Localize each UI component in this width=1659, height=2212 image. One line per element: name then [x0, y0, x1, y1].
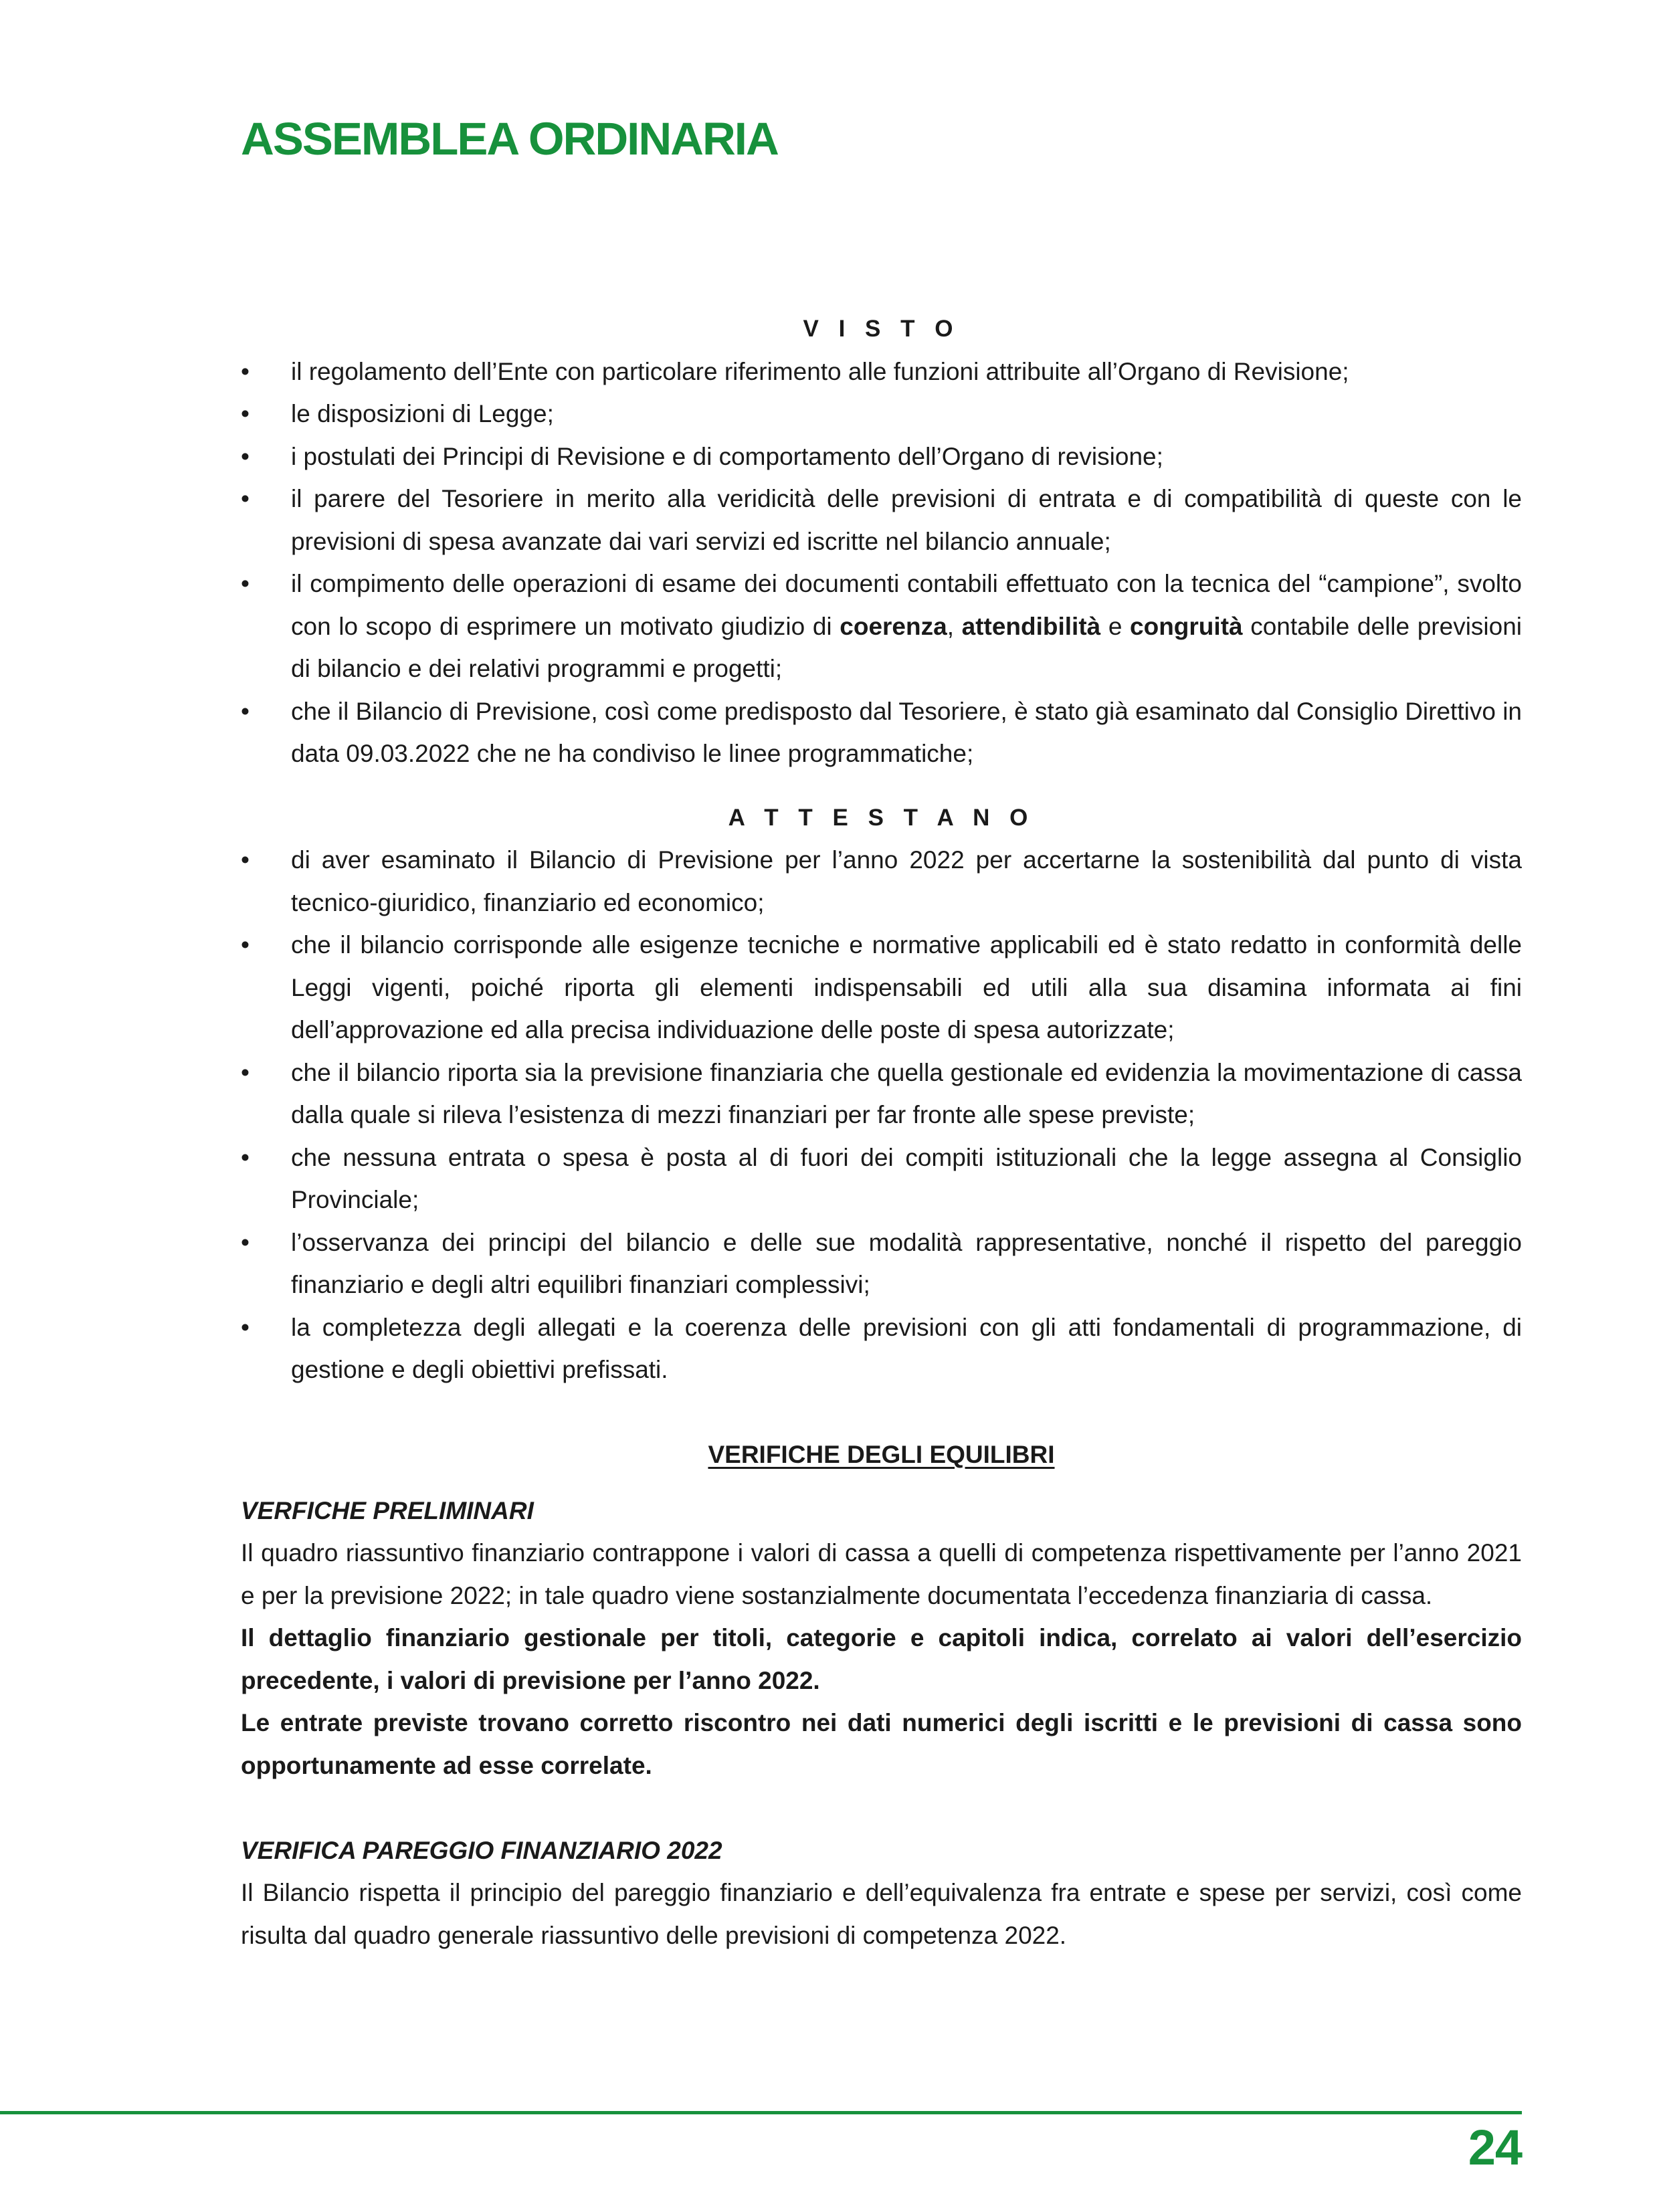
visto-heading: V I S T O	[803, 316, 960, 342]
page-title: ASSEMBLEA ORDINARIA	[241, 113, 778, 165]
list-item-text: il compimento delle operazioni di esame dei documenti contabili effettuato con la tecnica del “campione”, svolto con lo scopo di esprimere un motivato giudizio di	[291, 570, 1522, 640]
list-item: • l’osservanza dei principi del bilancio e delle sue modalità rappresentative, nonché il rispetto del pareggio finanziario e degli altri equilibri finanziari complessivi;	[241, 1221, 1522, 1306]
list-item: • la completezza degli allegati e la coerenza delle previsioni con gli atti fondamentali di programmazione, di gestione e degli obiettivi prefissati.	[241, 1306, 1522, 1391]
attestano-heading: A T T E S T A N O	[728, 804, 1035, 831]
list-item-text: contabile delle previsioni di bilancio e dei relativi programmi e progetti;	[291, 612, 1523, 682]
list-item: • che nessuna entrata o spesa è posta al di fuori dei compiti istituzionali che la legge assegna al Consiglio Provinciale;	[241, 1136, 1522, 1221]
list-item: • le disposizioni di Legge;	[241, 393, 1522, 435]
list-item-text: ,	[947, 612, 962, 640]
bold-term-attendibilita: attendibilità	[961, 612, 1101, 640]
list-item: • di aver esaminato il Bilancio di Previsione per l’anno 2022 per accertarne la sostenibilità dal punto di vista tecnico-giuridico, finanziario ed economico;	[241, 839, 1522, 924]
page-number: 24	[1468, 2120, 1522, 2175]
footer-rule	[0, 2111, 1522, 2114]
list-item	[241, 563, 1522, 690]
attestano-list	[241, 839, 1522, 1391]
list-item: • che il Bilancio di Previsione, così come predisposto dal Tesoriere, è stato già esaminato dal Consiglio Direttivo in data 09.03.2022 che ne ha condiviso le linee programmatiche;	[241, 690, 1522, 775]
preliminari-paragraph: Il quadro riassuntivo finanziario contrappone i valori di cassa a quelli di competenza rispettivamente per l’anno 2021 e per la previsione 2022; in tale quadro viene sostanzialmente documentata l’eccedenza finanziaria di cassa.	[241, 1539, 1522, 1609]
verifiche-heading: VERIFICHE DEGLI EQUILIBRI	[708, 1441, 1055, 1468]
preliminari-bold-paragraph: Le entrate previste trovano corretto riscontro nei dati numerici degli iscritti e le previsioni di cassa sono opportunamente ad esse correlate.	[241, 1709, 1522, 1779]
list-item: • che il bilancio riporta sia la previsione finanziaria che quella gestionale ed evidenzia la movimentazione di cassa dalla quale si rileva l’esistenza di mezzi finanziari per far fronte alle spese previste;	[241, 1051, 1522, 1136]
document-body	[241, 308, 1522, 1956]
pareggio-paragraph: Il Bilancio rispetta il principio del pareggio finanziario e dell’equivalenza fra entrate e spese per servizi, così come risulta dal quadro generale riassuntivo delle previsioni di competenza 2022.	[241, 1879, 1522, 1949]
bold-term-coerenza: coerenza	[840, 612, 947, 640]
list-item: • il regolamento dell’Ente con particolare riferimento alle funzioni attribuite all’Organo di Revisione;	[241, 350, 1522, 393]
pareggio-heading: VERIFICA PAREGGIO FINANZIARIO 2022	[241, 1836, 722, 1864]
list-item-text: e	[1100, 612, 1131, 640]
bold-term-congruita: congruità	[1130, 612, 1243, 640]
preliminari-bold-paragraph: Il dettaglio finanziario gestionale per titoli, categorie e capitoli indica, correlato ai valori dell’esercizio precedente, i valori di previsione per l’anno 2022.	[241, 1624, 1522, 1694]
visto-list	[241, 350, 1522, 775]
list-item: • il parere del Tesoriere in merito alla veridicità delle previsioni di entrata e di compatibilità di queste con le previsioni di spesa avanzate dai vari servizi ed iscritte nel bilancio annuale;	[241, 478, 1522, 563]
list-item: • i postulati dei Principi di Revisione e di comportamento dell’Organo di revisione;	[241, 435, 1522, 478]
list-item: • che il bilancio corrisponde alle esigenze tecniche e normative applicabili ed è stato redatto in conformità delle Leggi vigenti, poiché riporta gli elementi indispensabili ed utili alla sua disamina informata ai fini dell’approvazione ed alla precisa individuazione delle poste di spesa autorizzate;	[241, 924, 1522, 1051]
preliminari-heading: VERFICHE PRELIMINARI	[241, 1496, 534, 1524]
